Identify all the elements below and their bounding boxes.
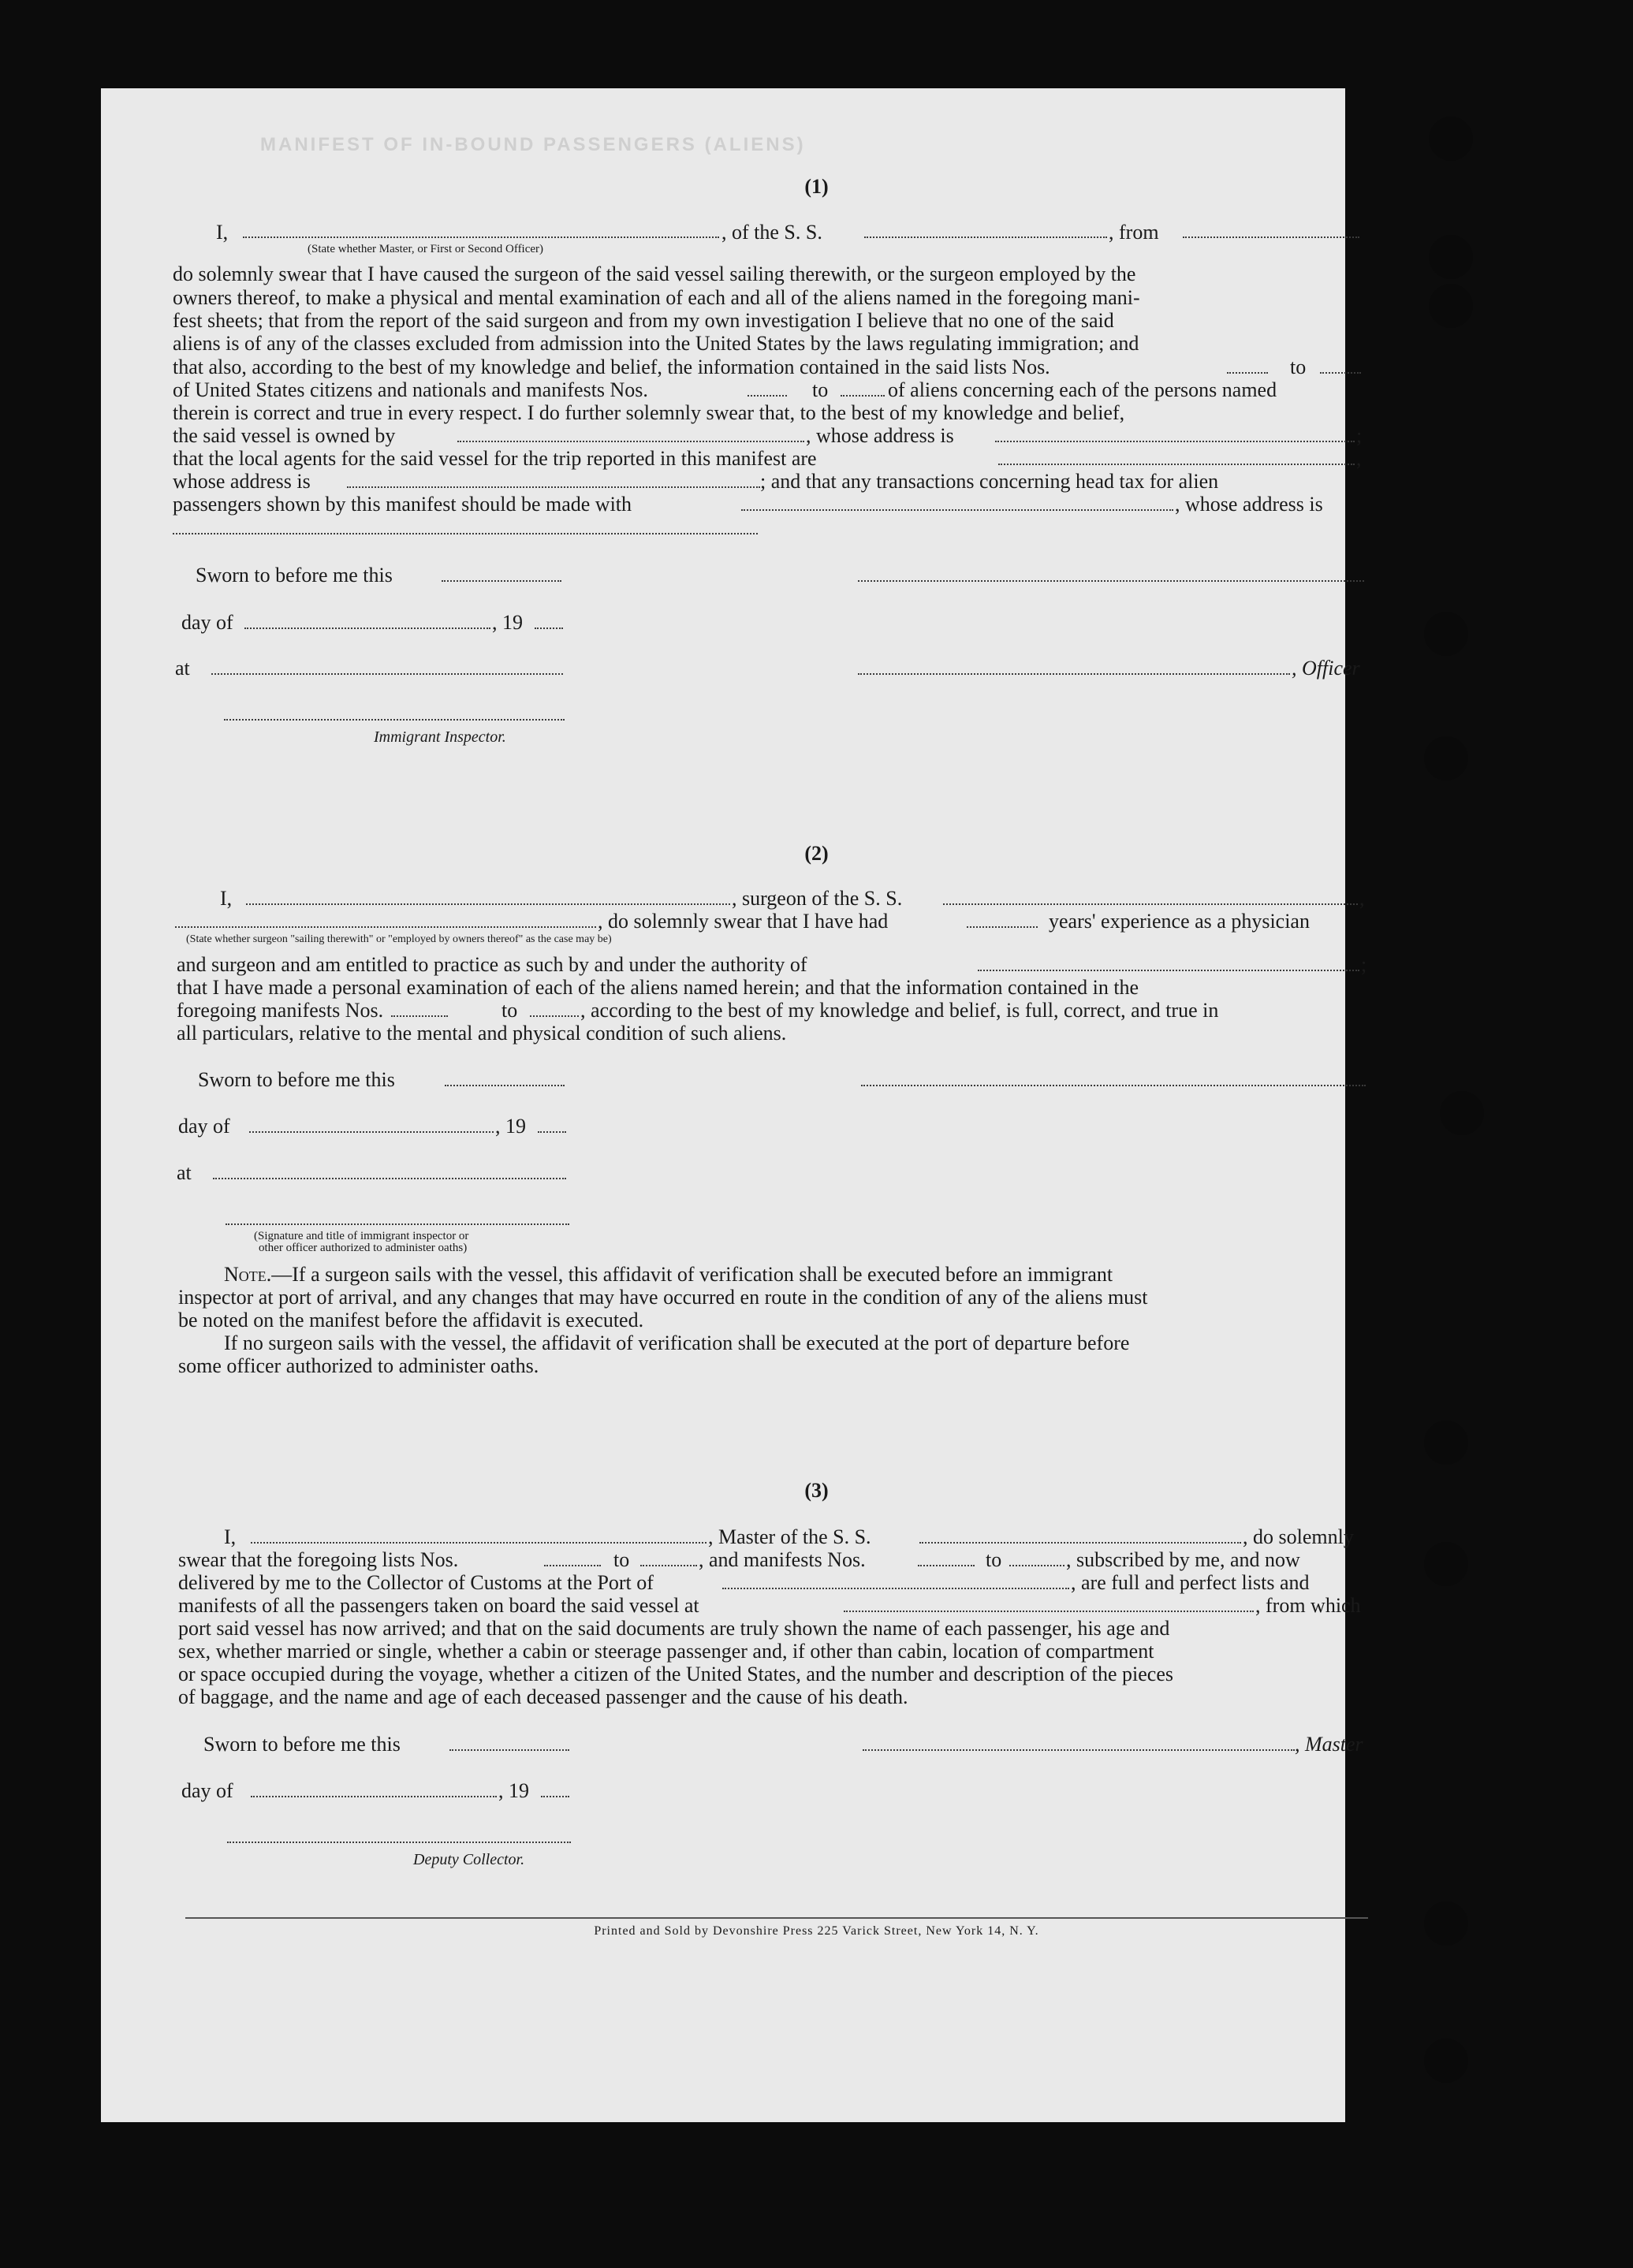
semicolon: ; [1356,424,1363,447]
s2-day-of: day of [178,1115,230,1138]
s1-officer-title-field[interactable] [858,673,1290,675]
head-tax-party-field[interactable] [741,509,1173,511]
punch-hole [1424,612,1468,656]
s3-line2b: to [613,1548,630,1571]
punch-hole [1440,1091,1484,1135]
s1-to: to [812,378,829,401]
sig-note-line1: (Signature and title of immigrant inspector or [254,1230,469,1242]
s3-lists-from-field[interactable] [544,1565,601,1566]
punch-hole [1424,736,1468,780]
s1-body-line: fest sheets; that from the report of the said surgeon and from my own investigation I believe that no one of the said [173,309,1114,332]
s1-passengers-shown: passengers shown by this manifest should be made with [173,493,632,516]
s2-manifests-to-field[interactable] [530,1015,579,1017]
surgeon-name-field[interactable] [246,903,730,905]
s2-note-line3: be noted on the manifest before the affidavit is executed. [178,1309,644,1331]
punch-hole [1429,235,1473,279]
s1-from: , from [1109,221,1159,244]
s3-master-signature-field[interactable] [863,1749,1295,1751]
s3-sworn: Sworn to before me this [203,1733,401,1756]
s2-swear-had: , do solemnly swear that I have had [598,910,889,933]
punch-hole [1429,284,1473,328]
s2-note-line1 [224,1263,1113,1287]
sailing-type-note: (State whether surgeon "sailing therewith" or "employed by owners thereof" as the case may be) [186,933,612,945]
s3-i: I, [224,1525,237,1548]
s2-year-field[interactable] [538,1131,566,1133]
s3-vessel-field[interactable] [919,1542,1241,1544]
local-agents-field[interactable] [998,464,1355,465]
s1-sworn-date-field[interactable] [442,580,561,582]
s3-line8: of baggage, and the name and age of each deceased passenger and the cause of his death. [178,1685,908,1708]
section-2-heading: (2) [804,842,829,865]
owner-address-field[interactable] [995,441,1355,442]
s3-master-label: , Master [1295,1733,1363,1756]
s3-line6: sex, whether married or single, whether a cabin or steerage passenger and, if other than cabin, location of compartment [178,1640,1154,1663]
bleed-through-header: MANIFEST OF IN-BOUND PASSENGERS (ALIENS) [260,134,806,155]
s1-officer-label: , Officer [1292,657,1360,680]
s1-i: I, [216,221,229,244]
note-label: Note. [224,1263,272,1286]
s1-place-field[interactable] [211,673,563,675]
s2-surgeon-of: , surgeon of the S. S. [732,887,903,910]
s3-line2e: , subscribed by me, and now [1066,1548,1300,1571]
s2-manifests-from-field[interactable] [391,1015,448,1017]
lists-from-field[interactable] [1227,372,1268,374]
lists-to-field[interactable] [1320,372,1361,374]
sailing-type-field[interactable] [175,926,596,928]
s3-year-field[interactable] [541,1796,569,1797]
s3-boarding-port-field[interactable] [844,1611,1254,1612]
s1-body-line: that also, according to the best of my knowledge and belief, the information contained in the said lists Nos. [173,356,1050,378]
departure-port-field[interactable] [1183,236,1359,238]
s2-line5a: foregoing manifests Nos. [177,999,384,1022]
s3-sworn-date-field[interactable] [449,1749,569,1751]
s3-line2c: , and manifests Nos. [699,1548,866,1571]
vessel-name-field[interactable] [864,236,1107,238]
master-officer-note: (State whether Master, or First or Second Officer) [308,243,544,255]
s1-aliens-concerning: of aliens concerning each of the persons named [888,378,1277,401]
note-text: —If a surgeon sails with the vessel, this affidavit of verification shall be executed before an immigrant [271,1263,1113,1286]
s1-at: at [175,657,190,680]
head-tax-address-field[interactable] [173,533,758,534]
punch-hole [1429,117,1473,161]
s1-officer-signature-field[interactable] [858,580,1364,582]
s2-note-line5: some officer authorized to administer oaths. [178,1354,539,1377]
s1-year: , 19 [492,611,523,634]
s1-inspector-label: Immigrant Inspector. [374,728,506,746]
comma: , [1359,887,1365,910]
manifests-to-field[interactable] [841,395,885,397]
s3-line7: or space occupied during the voyage, whether a citizen of the United States, and the number and description of the pieces [178,1663,1174,1685]
sig-note-line2: other officer authorized to administer oaths) [259,1242,468,1254]
s2-place-field[interactable] [213,1178,566,1179]
s2-line3: and surgeon and am entitled to practice as such by and under the authority of [177,953,807,976]
s1-local-agents: that the local agents for the said vessel for the trip reported in this manifest are [173,447,817,470]
manifests-from-field[interactable] [748,395,787,397]
s3-master-of: , Master of the S. S. [708,1525,871,1548]
s1-body-line: aliens is of any of the classes excluded from admission into the United States by the laws regulating immigration; and [173,332,1139,355]
s3-manifests-from-field[interactable] [918,1565,975,1566]
s2-at: at [177,1161,192,1184]
s3-line4a: manifests of all the passengers taken on board the said vessel at [178,1594,699,1617]
s3-line5: port said vessel has now arrived; and that on the said documents are truly shown the name of each passenger, his age and [178,1617,1170,1640]
punch-hole [1424,1421,1468,1465]
s2-line5c: , according to the best of my knowledge and belief, is full, correct, and true in [580,999,1219,1022]
s3-line3b: , are full and perfect lists and [1071,1571,1310,1594]
s2-month-field[interactable] [249,1131,494,1133]
s2-vessel-field[interactable] [943,903,1358,905]
semicolon: ; [1361,953,1367,976]
s3-collector-signature-field[interactable] [227,1842,571,1843]
section-1-heading: (1) [804,175,829,198]
s1-body-line: do solemnly swear that I have caused the surgeon of the said vessel sailing therewith, or the surgeon employed by the [173,263,1136,285]
s1-year-field[interactable] [535,628,563,629]
s1-to: to [1290,356,1307,378]
footer-rule [185,1917,1368,1919]
s2-surgeon-signature-field[interactable] [861,1085,1366,1086]
s1-head-tax: ; and that any transactions concerning head tax for alien [760,470,1219,493]
s3-year: , 19 [498,1779,529,1802]
punch-hole [1424,1542,1468,1586]
s2-year: , 19 [495,1115,526,1138]
s3-day-of: day of [181,1779,233,1802]
s2-sworn: Sworn to before me this [198,1068,395,1091]
s1-whose-address-end: , whose address is [1175,493,1323,516]
s3-port-field[interactable] [722,1588,1069,1589]
s3-manifests-to-field[interactable] [1009,1565,1064,1566]
s1-of-ss: , of the S. S. [721,221,822,244]
s3-line4b: , from which [1255,1594,1361,1617]
s2-sworn-date-field[interactable] [445,1085,565,1086]
s2-line5b: to [501,999,518,1022]
printer-imprint: Printed and Sold by Devonshire Press 225 Varick Street, New York 14, N. Y. [594,1924,1039,1938]
s1-whose-address-is: whose address is [173,470,311,493]
s1-month-field[interactable] [244,628,490,629]
s3-lists-to-field[interactable] [640,1565,697,1566]
s3-master-name-field[interactable] [251,1542,707,1544]
s1-body-line: therein is correct and true in every respect. I do further solemnly swear that, to the best of my knowledge and belief, [173,401,1125,424]
s1-day-of: day of [181,611,233,634]
punch-hole [1424,2039,1468,2083]
s1-body-line: owners thereof, to make a physical and mental examination of each and all of the aliens named in the foregoing mani- [173,286,1140,309]
s2-line6: all particulars, relative to the mental and physical condition of such aliens. [177,1022,787,1045]
s2-line4: that I have made a personal examination of each of the aliens named herein; and that the information contained in the [177,976,1139,999]
s1-whose-address: , whose address is [806,424,954,447]
s3-line2d: to [986,1548,1002,1571]
master-name-field[interactable] [243,236,719,238]
s3-month-field[interactable] [251,1796,497,1797]
vessel-owner-field[interactable] [457,441,804,442]
s2-i: I, [220,887,233,910]
punch-hole [1424,1901,1468,1946]
practice-authority-field[interactable] [978,970,1359,971]
s2-years-exp: years' experience as a physician [1049,910,1310,933]
agents-address-field[interactable] [347,486,760,488]
s3-collector-label: Deputy Collector. [413,1851,525,1868]
s3-line3a: delivered by me to the Collector of Customs at the Port of [178,1571,654,1594]
s2-note-line2: inspector at port of arrival, and any changes that may have occurred en route in the condition of any of the aliens must [178,1286,1148,1309]
s3-line2a: swear that the foregoing lists Nos. [178,1548,459,1571]
comma: , [1356,447,1362,470]
s1-body-line: of United States citizens and nationals and manifests Nos. [173,378,648,401]
s2-note-line4: If no surgeon sails with the vessel, the affidavit of verification shall be executed at the port of departure before [224,1331,1130,1354]
section-3-heading: (3) [804,1479,829,1502]
s1-sworn: Sworn to before me this [196,564,393,587]
s3-do-solemnly: , do solemnly [1243,1525,1354,1548]
years-experience-field[interactable] [967,926,1038,928]
s2-inspector-signature-field[interactable] [226,1223,569,1225]
s1-owned-by: the said vessel is owned by [173,424,396,447]
s1-inspector-signature-field[interactable] [224,719,565,721]
